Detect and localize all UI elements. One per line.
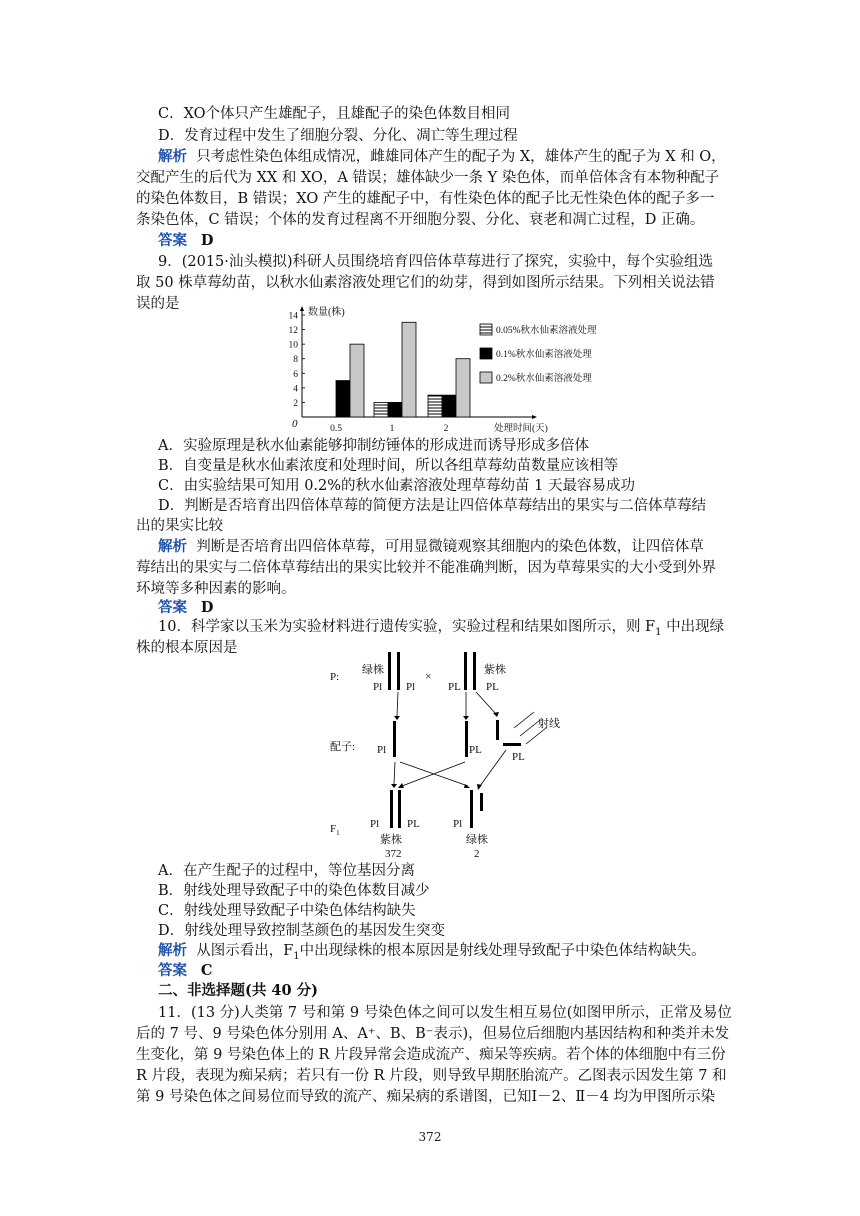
f1-green-label: 绿株 bbox=[466, 834, 488, 846]
q10-stem-line: 10．科学家以玉米为实验材料进行遗传实验，实验过程和结果如图所示，则 $F_1$ 中出现绿 bbox=[158, 619, 725, 638]
x-tick-label: 2 bbox=[443, 424, 449, 434]
q9-stem-line: 取 50 株草莓幼苗，以秋水仙素溶液处理它们的幼芽，得到如图所示结果。下列相关说法错 bbox=[136, 275, 715, 291]
bar bbox=[388, 402, 402, 417]
q11-line: 后的 7 号、9 号染色体分别用 A、A⁺、B、B⁻表示)，但易位后细胞内基因结构和种类并未发 bbox=[136, 1026, 730, 1042]
q8-option-c: C．XO个体只产生雄配子，且雄配子的染色体数目相同 bbox=[158, 106, 511, 122]
bar bbox=[350, 344, 364, 417]
q9-option: A．实验原理是秋水仙素能够抑制纺锤体的形成进而诱导形成多倍体 bbox=[158, 438, 589, 454]
q10-answer bbox=[158, 961, 212, 981]
legend-label: 0.1%秋水仙素溶液处理 bbox=[496, 350, 592, 360]
chromosome bbox=[464, 652, 467, 690]
q8-analysis-line: 的染色体数目，B 错误；XO 产生的雄配子中，有性染色体的配子比无性染色体的配子多一 bbox=[136, 191, 715, 207]
arrow bbox=[397, 692, 398, 716]
legend-swatch bbox=[480, 348, 492, 359]
y-axis-label: 数量(株) bbox=[308, 307, 345, 318]
legend-swatch bbox=[480, 324, 492, 335]
q11-line: 11．(13 分)人类第 7 号和第 9 号染色体之间可以发生相互易位(如图甲所示，正常及易位 bbox=[158, 1005, 732, 1021]
x-tick-label: 0.5 bbox=[330, 424, 342, 434]
allele-label: Pl bbox=[406, 681, 416, 693]
q9-analysis-line: 莓结出的果实与二倍体草莓结出的果实比较并不能准确判断，因为草莓果实的大小受到外界 bbox=[136, 560, 716, 576]
f1-purple-label: 紫株 bbox=[380, 834, 402, 846]
chromosome-fragment bbox=[503, 743, 521, 746]
bar bbox=[374, 402, 388, 417]
chromosome bbox=[398, 790, 401, 828]
answer-label: 答案 bbox=[158, 599, 187, 616]
allele-label: Pl bbox=[370, 818, 380, 830]
bar bbox=[402, 322, 416, 417]
gamete-label: 配子: bbox=[330, 741, 356, 753]
ray-arrow bbox=[520, 720, 540, 736]
allele-label: PL bbox=[486, 681, 499, 693]
q10-option: B．射线处理导致配子中的染色体数目减少 bbox=[158, 883, 430, 899]
allele-label: PL bbox=[469, 744, 482, 756]
bar bbox=[336, 381, 350, 417]
q8-analysis-line: 条染色体，C 错误；个体的发育过程离不开细胞分裂、分化、衰老和凋亡过程，D 正确。 bbox=[136, 212, 705, 228]
q8-option-d: D．发育过程中发生了细胞分裂、分化、凋亡等生理过程 bbox=[158, 128, 518, 144]
q8-analysis-line: 交配产生的后代为 XX 和 XO，A 错误；雄体缺少一条 Y 染色体，而单倍体含有本物种配子 bbox=[136, 170, 720, 186]
bar bbox=[428, 395, 442, 417]
allele-label: Pl bbox=[377, 744, 387, 756]
y-axis-arrow bbox=[300, 306, 304, 311]
q11-line: 生变化，第 9 号染色体上的 R 片段异常会造成流产、痴呆等疾病。若个体的体细胞中有三份 bbox=[136, 1047, 726, 1063]
ray-arrow bbox=[514, 712, 534, 728]
ray-label: 射线 bbox=[538, 718, 560, 730]
q10-stem-line: 株的根本原因是 bbox=[136, 640, 238, 656]
q9-analysis-line: 解析 判断是否培育出四倍体草莓，可用显微镜观察其细胞内的染色体数，让四倍体草 bbox=[158, 538, 704, 555]
chromosome bbox=[388, 652, 391, 690]
f1-green-count: 2 bbox=[474, 848, 480, 860]
q9-analysis-line: 环境等多种因素的影响。 bbox=[136, 581, 296, 597]
allele-label: Pl bbox=[453, 818, 463, 830]
analysis-label: 解析 bbox=[158, 942, 187, 959]
legend-label: 0.05%秋水仙素溶液处理 bbox=[496, 326, 597, 336]
answer-value: D bbox=[200, 599, 214, 616]
answer-value: C bbox=[200, 962, 213, 979]
page-number: 372 bbox=[418, 1130, 442, 1144]
y-tick-label: 6 bbox=[293, 369, 298, 380]
chromosome-fragment bbox=[480, 793, 483, 811]
q10-option: C．射线处理导致配子中染色体结构缺失 bbox=[158, 903, 416, 919]
q10-analysis-line: 解析 从图示看出，$F_1$中出现绿株的根本原因是射线处理导致配子中染色体结构缺失。 bbox=[158, 942, 706, 962]
chromosome bbox=[390, 790, 393, 828]
answer-label: 答案 bbox=[158, 232, 187, 249]
allele-label: PL bbox=[407, 818, 420, 830]
allele-label: Pl bbox=[373, 681, 383, 693]
cross-symbol: × bbox=[425, 669, 432, 683]
legend-swatch bbox=[480, 372, 492, 383]
analysis-label: 解析 bbox=[158, 148, 187, 165]
y-tick-label: 12 bbox=[288, 326, 298, 337]
y-tick-label: 8 bbox=[293, 355, 298, 366]
q10-option: A．在产生配子的过程中，等位基因分离 bbox=[158, 863, 415, 879]
y-tick-label: 10 bbox=[288, 340, 298, 351]
q9-option-continued: 出的果实比较 bbox=[136, 518, 223, 534]
p-generation-label: P: bbox=[330, 671, 340, 683]
chromosome bbox=[465, 721, 468, 757]
x-axis-label: 处理时间(天) bbox=[494, 424, 548, 434]
y-tick-label: 14 bbox=[288, 311, 298, 322]
q9-stem-line: 误的是 bbox=[136, 296, 180, 312]
q9-option: B．自变量是秋水仙素浓度和处理时间，所以各组草莓幼苗数量应该相等 bbox=[158, 458, 619, 474]
f1-purple-count: 372 bbox=[385, 848, 402, 860]
q11-line: R 片段，表现为痴呆病；若只有一份 R 片段，则导致早期胚胎流产。乙图表示因发生第 7 和 bbox=[136, 1068, 727, 1084]
allele-label: PL bbox=[512, 751, 525, 763]
legend-label: 0.2%秋水仙素溶液处理 bbox=[496, 374, 592, 384]
bar bbox=[442, 395, 456, 417]
origin-label: 0 bbox=[292, 418, 298, 430]
q8-analysis-line: 解析 只考虑性染色体组成情况，雌雄同体产生的配子为 X，雄体产生的配子为 X 和 O， bbox=[158, 148, 726, 165]
chromosome-cross-diagram bbox=[320, 650, 580, 860]
section-heading: 二、非选择题(共 40 分) bbox=[158, 982, 318, 999]
x-tick-label: 1 bbox=[389, 424, 395, 434]
chromosome bbox=[393, 721, 396, 757]
answer-label: 答案 bbox=[158, 962, 187, 979]
green-plant-label: 绿株 bbox=[362, 664, 384, 676]
answer-value: D bbox=[200, 232, 214, 249]
arrow bbox=[476, 692, 496, 714]
arrow bbox=[402, 762, 465, 786]
bar bbox=[456, 359, 470, 417]
chromosome bbox=[470, 790, 473, 828]
q10-option: D．射线处理导致控制茎颜色的基因发生突变 bbox=[158, 923, 446, 939]
arrow bbox=[394, 762, 395, 784]
arrow bbox=[480, 750, 506, 786]
q9-answer bbox=[158, 598, 213, 618]
q8-answer bbox=[158, 231, 213, 251]
f1-label: $F_1$ bbox=[330, 823, 340, 837]
q11-line: 第 9 号染色体之间易位而导致的流产、痴呆病的系谱图，已知Ⅰ－2、Ⅱ－4 均为甲图所示染 bbox=[136, 1089, 716, 1105]
chromosome-fragment bbox=[496, 720, 499, 740]
chromosome bbox=[397, 652, 400, 690]
y-tick-label: 2 bbox=[293, 398, 298, 409]
y-tick-label: 4 bbox=[293, 384, 298, 395]
x-axis-arrow bbox=[532, 415, 537, 419]
chromosome bbox=[473, 652, 476, 690]
analysis-label: 解析 bbox=[158, 538, 187, 555]
ray-arrow bbox=[526, 728, 546, 744]
q9-option: C．由实验结果可知用 0.2%的秋水仙素溶液处理草莓幼苗 1 天最容易成功 bbox=[158, 478, 635, 494]
q9-option: D．判断是否培育出四倍体草莓的简便方法是让四倍体草莓结出的果实与二倍体草莓结 bbox=[158, 498, 707, 514]
allele-label: PL bbox=[448, 681, 461, 693]
q9-stem-line: 9．(2015·汕头模拟)科研人员围绕培育四倍体草莓进行了探究，实验中，每个实验组选 bbox=[158, 254, 714, 270]
purple-plant-label: 紫株 bbox=[484, 664, 506, 676]
bar-chart bbox=[278, 305, 618, 435]
